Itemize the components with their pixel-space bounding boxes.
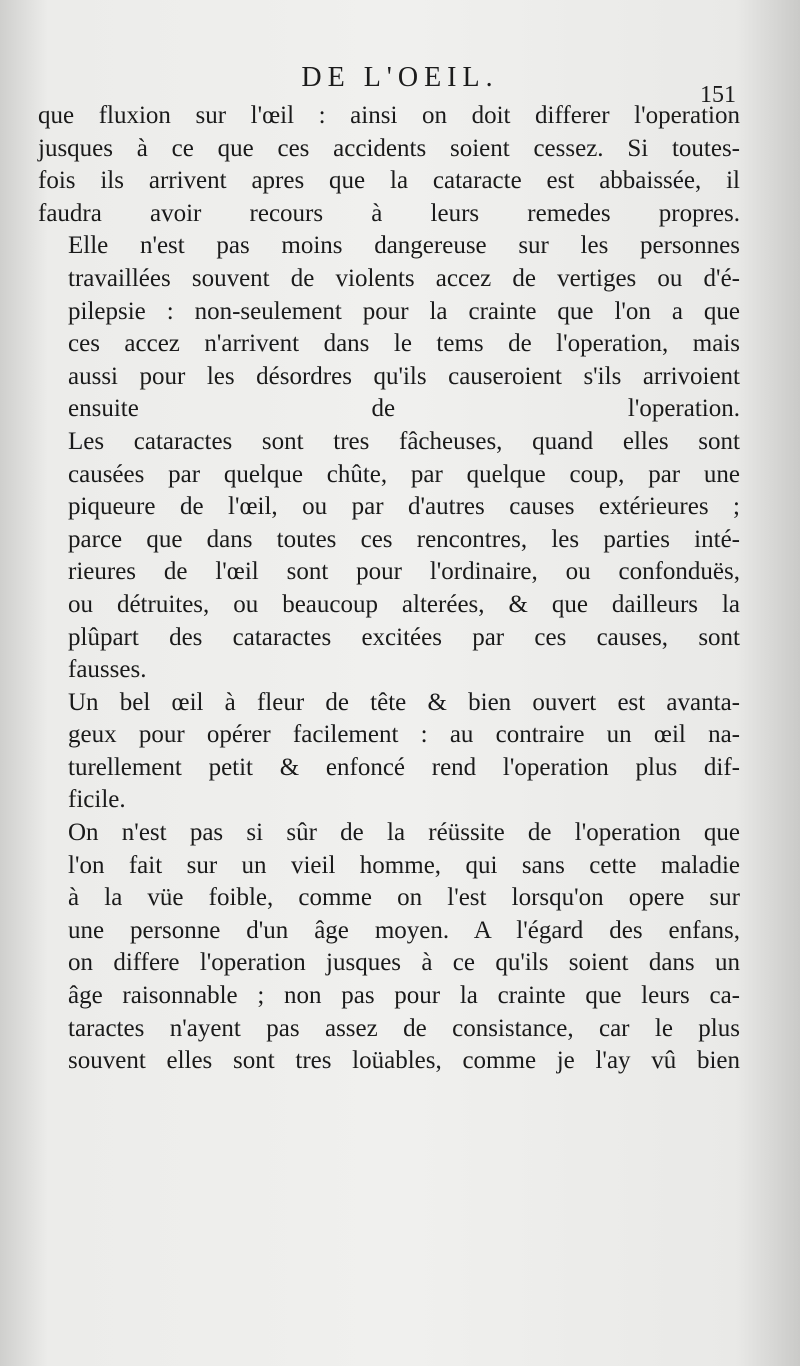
running-title: DE L'OEIL.: [301, 62, 499, 93]
text-line: on differe l'operation jusques à ce qu'ils soient dans un: [68, 949, 740, 977]
text-line: l'on fait sur un vieil homme, qui sans cette maladie: [68, 851, 740, 879]
text-line: que fluxion sur l'œil : ainsi on doit differer l'operation: [38, 102, 740, 129]
text-line: On n'est pas si sûr de la réüssite de l'operation que: [68, 819, 740, 847]
text-line: aussi pour les désordres qu'ils causeroient s'ils arrivoient: [68, 362, 740, 390]
text-line: geux pour opérer facilement : au contraire un œil na-: [68, 721, 740, 749]
text-line: fausses.: [68, 656, 147, 684]
paragraph-5: [38, 817, 740, 1078]
text-line: Elle n'est pas moins dangereuse sur les personnes: [68, 232, 740, 260]
body-text: [38, 100, 740, 1078]
text-line: âge raisonnable ; non pas pour la crainte que leurs ca-: [68, 982, 740, 1010]
paragraph-2: [38, 230, 740, 426]
paragraph-1: [38, 100, 740, 230]
text-line: ficile.: [68, 786, 126, 814]
paragraph-4: [38, 687, 740, 817]
text-line: une personne d'un âge moyen. A l'égard des enfans,: [68, 916, 740, 944]
text-line: travaillées souvent de violents accez de vertiges ou d'é-: [68, 264, 740, 292]
paragraph-3: [38, 426, 740, 687]
text-line: pilepsie : non-seulement pour la crainte que l'on a que: [68, 297, 740, 325]
text-line: turellement petit & enfoncé rend l'operation plus dif-: [68, 753, 740, 781]
text-line: jusques à ce que ces accidents soient cessez. Si toutes-: [38, 134, 740, 162]
text-line: faudra avoir recours à leurs remedes propres.: [38, 199, 740, 227]
text-line: Les cataractes sont tres fâcheuses, quand elles sont: [68, 427, 740, 455]
text-line: ou détruites, ou beaucoup alterées, & que dailleurs la: [68, 590, 740, 618]
text-line: fois ils arrivent apres que la cataracte est abbaissée, il: [38, 167, 740, 195]
text-line: plûpart des cataractes excitées par ces causes, sont: [68, 623, 740, 651]
text-line: à la vüe foible, comme on l'est lorsqu'on opere sur: [68, 884, 740, 912]
text-line: taractes n'ayent pas assez de consistance, car le plus: [68, 1014, 740, 1042]
text-line: parce que dans toutes ces rencontres, les parties inté-: [68, 525, 740, 553]
text-line: ensuite de l'operation.: [68, 395, 740, 423]
text-line: rieures de l'œil sont pour l'ordinaire, ou confonduës,: [68, 558, 740, 586]
text-line: Un bel œil à fleur de tête & bien ouvert est avanta-: [68, 688, 740, 716]
text-line: piqueure de l'œil, ou par d'autres causes extérieures ;: [68, 493, 740, 521]
text-line: causées par quelque chûte, par quelque coup, par une: [68, 460, 740, 488]
text-line: souvent elles sont tres loüables, comme je l'ay vû bien: [68, 1047, 740, 1075]
page-number: 151: [700, 82, 736, 108]
text-line: ces accez n'arrivent dans le tems de l'operation, mais: [68, 330, 740, 358]
